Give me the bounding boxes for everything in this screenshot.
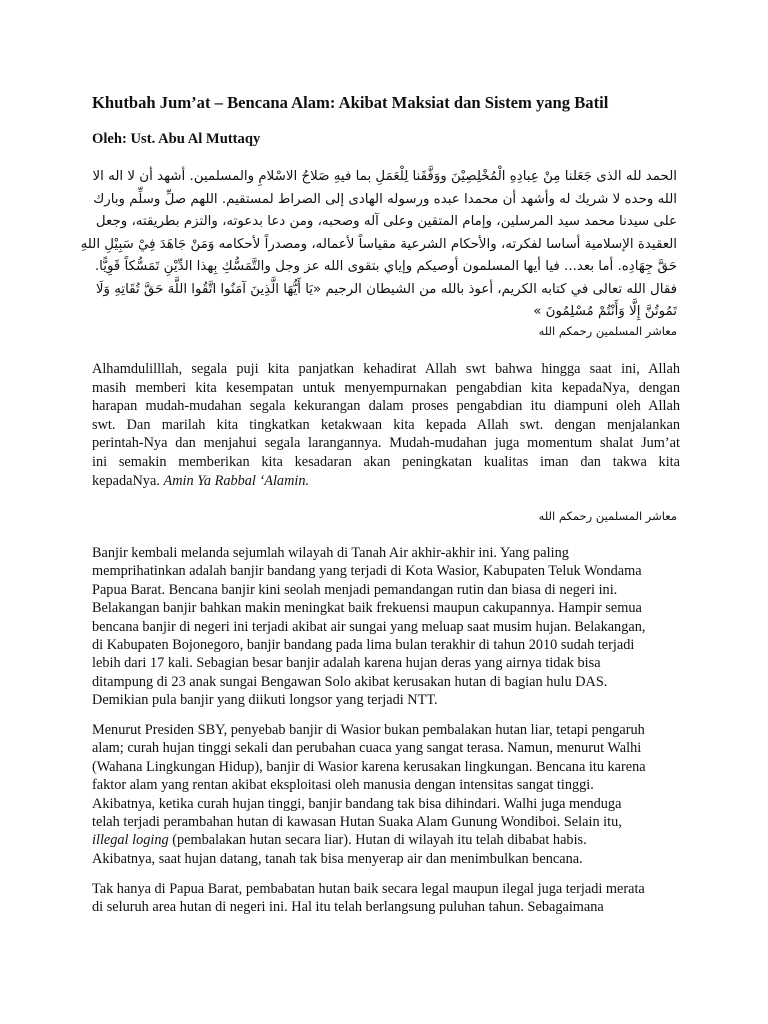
arabic-section-heading: معاشر المسلمين رحمكم الله: [538, 509, 677, 523]
paragraph-opening: [92, 360, 680, 490]
paragraph-line: bencana banjir di negeri ini terjadi akibat air sungai yang meluap saat musim hujan. Belakangan,: [92, 618, 646, 635]
paragraph-line: Tak hanya di Papua Barat, pembabatan hutan baik secara legal maupun ilegal juga terjadi merata: [92, 881, 645, 897]
arabic-line: حَقَّ جِهَادِه. أما بعد... فيا أيها المسلمون أوصيكم وإياي بتقوى الله عز وجل والتَّمَسُّكِ بِهذا الدِّيْنِ تَمَسُّكاً قَوِيًّا.: [94, 259, 677, 274]
closing-prayer-italic: Amin Ya Rabbal ‘Alamin.: [163, 472, 310, 489]
paragraph-line: ditampung di 23 anak sungai Bengawan Solo akibat kerusakan hutan di bagian hulu DAS.: [92, 673, 608, 690]
paragraph-line: perintah-Nya dan menjahui segala larangannya. Mudah-mudahan juga momentum shalat Jum’at: [92, 435, 680, 452]
paragraph-line: ini semakin memberikan kita kesadaran akan peningkatan kualitas iman dan takwa kita: [92, 453, 680, 470]
paragraph-line: Menurut Presiden SBY, penyebab banjir di Wasior bukan pembalakan hutan liar, tetapi pengaruh: [92, 722, 645, 738]
paragraph-text: (pembalakan hutan secara liar). Hutan di wilayah itu telah dibabat habis.: [168, 832, 587, 849]
paragraph-line: di seluruh area hutan di negeri ini. Hal itu telah berlangsung puluhan tahun. Sebagaimana: [92, 899, 604, 916]
paragraph-line: Belakangan banjir bahkan makin meningkat baik frekuensi maupun cakupannya. Hampir semua: [92, 600, 642, 617]
paragraph-flood-overview: [92, 544, 680, 710]
paragraph-line: Demikian pula banjir yang diikuti longsor yang terjadi NTT.: [92, 692, 438, 709]
arabic-line: العقيدة الإسلامية أساسا لفكرته، والأحكام الشرعية مقياساً لأعماله، ومصدراً لأحكامه وَمَنْ جَاهَدَ فِيْ سَبِيْلِ اللهِ: [80, 236, 677, 252]
paragraph-line: faktor alam yang rentan akibat eksploitasi oleh manusia dengan intensitas sangat tinggi.: [92, 777, 594, 794]
paragraph-line: Akibatnya, saat hujan datang, tanah tak bisa menyerap air dan menimbulkan bencana.: [92, 850, 583, 867]
paragraph-line: Alhamdulilllah, segala puji kita panjatkan kehadirat Allah swt bahwa hingga saat ini, Allah: [92, 361, 680, 377]
paragraph-line: [92, 831, 680, 849]
arabic-opening-prayer: [80, 166, 677, 324]
document-title: Khutbah Jum’at – Bencana Alam: Akibat Maksiat dan Sistem yang Batil: [92, 93, 609, 112]
arabic-line: الحمد لله الذى جَعَلنا مِنْ عِبادِهِ الْمُخْلِصِيْنَ ووَفَّقَنا لِلْعَمَلِ بما فيهِ صَلاحُ الاسْلامِ والمسلمين. أشهد أن لا اله الا: [92, 169, 677, 184]
paragraph-line: masih memberi kita kesempatan untuk menyempurnakan pengabdian kita kepadaNya, dengan: [92, 379, 680, 396]
document-author: Oleh: Ust. Abu Al Muttaqy: [92, 131, 261, 147]
paragraph-deforestation: [92, 880, 680, 917]
paragraph-line: Papua Barat. Bencana banjir kini seolah menjadi pemandangan rutin dan biasa di negeri ini.: [92, 581, 618, 598]
arabic-section-heading: معاشر المسلمين رحمكم الله: [538, 324, 677, 338]
paragraph-flood-causes: [92, 721, 680, 868]
paragraph-line: di Kabupaten Bojonegoro, banjir bandang pada lima bulan terakhir di tahun 2010 sudah terjadi: [92, 637, 635, 654]
illegal-logging-term: illegal loging: [92, 832, 169, 849]
arabic-line: على سيدنا محمد سيد المرسلين، وإمام المتقين وعلى آله وصحبه، ومن دعا بدعوته، والتزم بطريقته، وجعل: [95, 214, 677, 229]
arabic-line: فقال الله تعالى في كتابه الكريم، أعوذ بالله من الشيطان الرجيم «يَا أَيُّهَا الَّذِينَ آمَنُوا اتَّقُوا اللَّهَ حَقَّ تُقَاتِهِ وَلَا: [95, 281, 677, 297]
paragraph-line: Banjir kembali melanda sejumlah wilayah di Tanah Air akhir-akhir ini. Yang paling: [92, 545, 569, 561]
paragraph-line: alam; curah hujan tinggi sekali dan perubahan cuaca yang sangat terasa. Namun, menurut Walhi: [92, 740, 642, 757]
paragraph-line: (Wahana Lingkungan Hidup), banjir di Wasior karena kerusakan lingkungan. Bencana itu karena: [92, 758, 646, 775]
paragraph-line: harapan mudah-mudahan segala kekurangan dalam proses pengabdian itu diampuni oleh Allah: [92, 398, 680, 415]
paragraph-text: kepadaNya.: [92, 472, 160, 489]
arabic-line: الله وحده لا شريك له وأشهد أن محمدا عبده ورسوله الهادى إلى الصراط لمستقيم. اللهم صلِّ وسلِّم وبارك: [93, 191, 677, 207]
paragraph-line: memprihatinkan adalah banjir bandang yang terjadi di Kota Wasior, Kabupaten Teluk Wondama: [92, 563, 642, 580]
paragraph-line: swt. Dan marilah kita tingkatkan ketakwaan kita kepada Allah swt. dengan menjalankan: [92, 416, 680, 433]
paragraph-line: Akibatnya, ketika curah hujan tinggi, banjir bandang tak bisa dihindari. Walhi juga menduga: [92, 795, 622, 812]
paragraph-line: telah terjadi perambahan hutan di kawasan Hutan Suaka Alam Gunung Wondiboi. Selain itu,: [92, 814, 622, 831]
paragraph-line: [92, 472, 680, 491]
arabic-line: تَمُوتُنَّ إِلَّا وَأَنْتُمْ مُسْلِمُونَ »: [533, 304, 677, 319]
paragraph-line: lebih dari 17 kali. Sebagian besar banjir adalah karena hujan deras yang airnya tidak bisa: [92, 655, 601, 672]
